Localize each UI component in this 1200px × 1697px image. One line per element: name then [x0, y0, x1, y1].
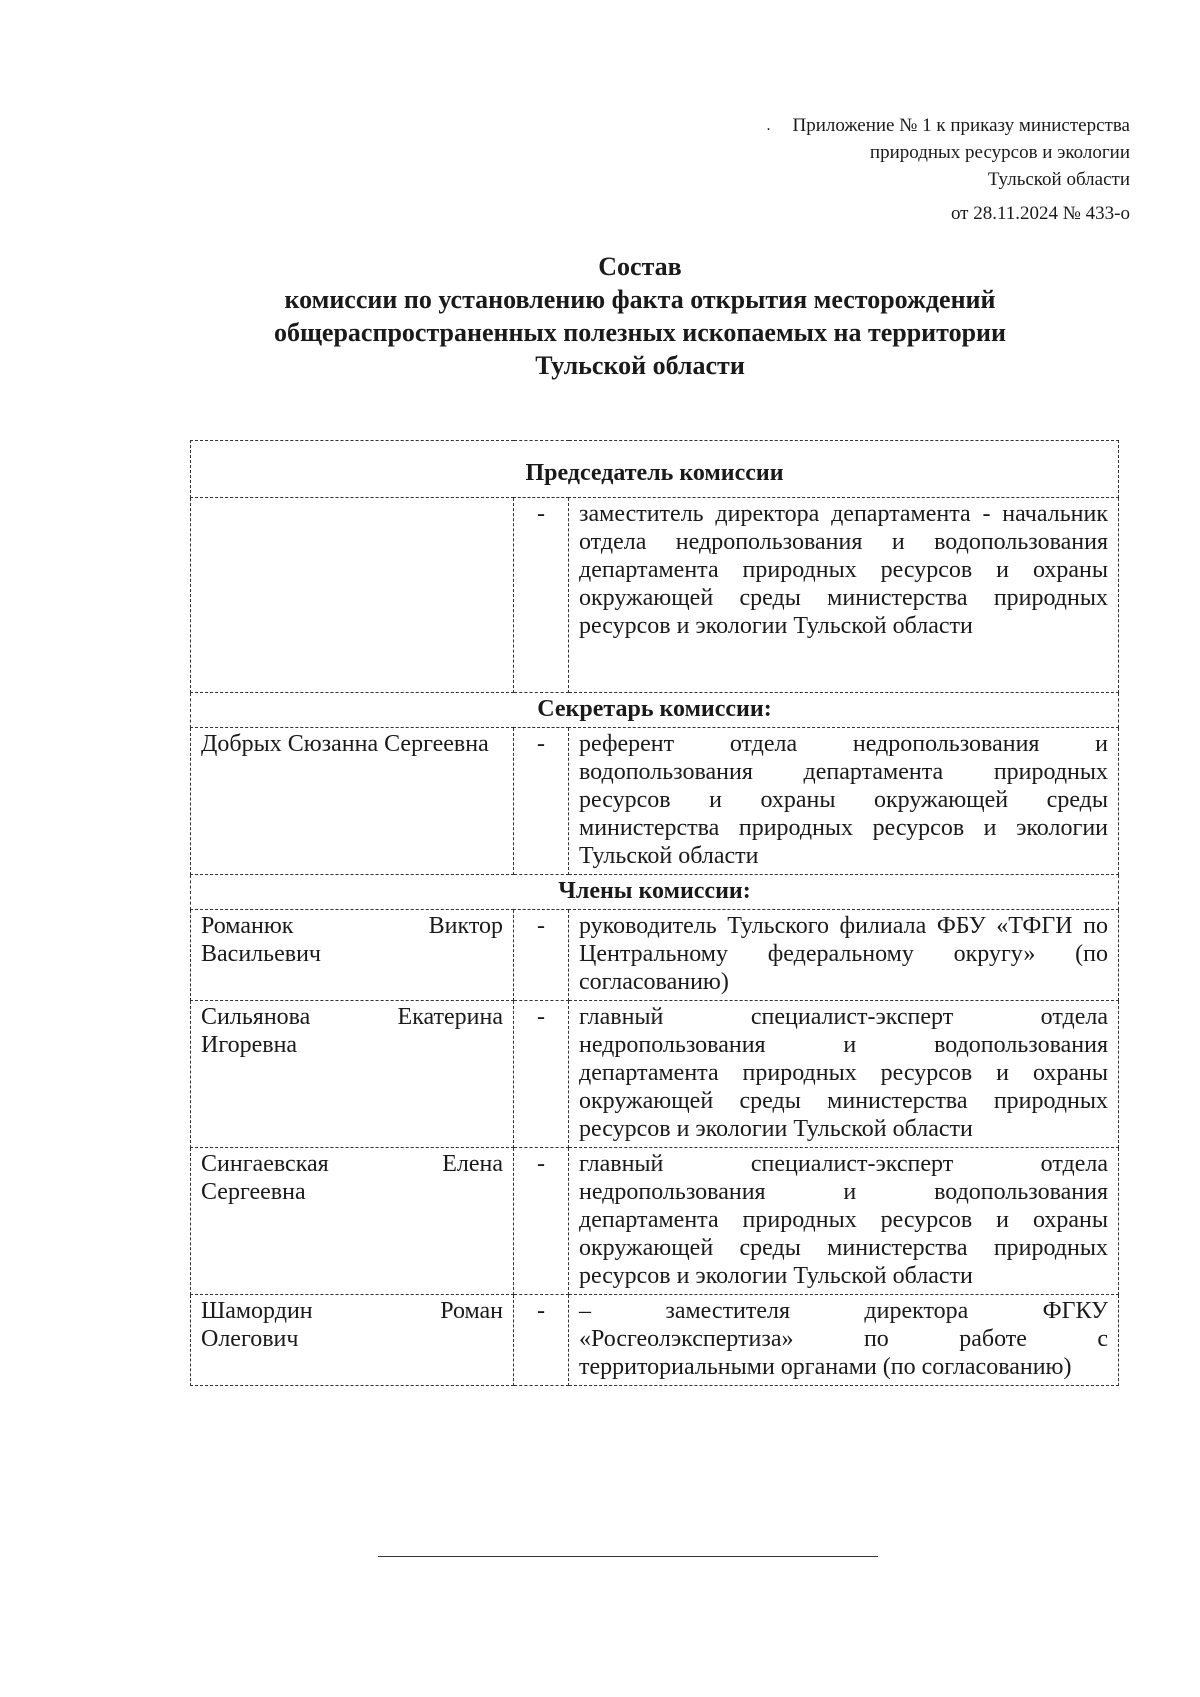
dash-separator: - [514, 910, 569, 1001]
table-row [191, 1001, 1119, 1148]
section-secretary-heading: Секретарь комиссии: [191, 693, 1119, 728]
section-chair-heading: Председатель комиссии [191, 441, 1119, 498]
title-line: общераспространенных полезных ископаемых на территории [273, 318, 1007, 347]
commission-table [190, 440, 1119, 1386]
table-row [191, 1295, 1119, 1386]
appendix-line: природных ресурсов и экологии [869, 142, 1130, 163]
member-patronymic: Васильевич [201, 941, 321, 967]
member-patronymic: Сергеевна [201, 1179, 306, 1205]
bullet-mark: . [766, 117, 771, 134]
member-surname: Романюк [201, 913, 294, 939]
bottom-divider [378, 1556, 878, 1557]
title-line: комиссии по установлению факта открытия месторождений [284, 285, 996, 314]
table-row [191, 910, 1119, 1001]
member-patronymic: Игоревна [201, 1032, 298, 1058]
dash-separator: - [514, 1148, 569, 1295]
member-surname: Сильянова [201, 1004, 311, 1030]
appendix-line: Приложение № 1 к приказу министерства [792, 115, 1130, 136]
appendix-line: Тульской области [987, 169, 1130, 190]
dash-separator: - [514, 1295, 569, 1386]
appendix-note [766, 112, 1131, 193]
member-first-name: Виктор [428, 913, 503, 939]
title-line: Тульской области [535, 351, 745, 380]
chair-role: заместитель директора департамента - начальник отдела недропользования и водопользования департамента природных ресурсов и охраны окружающей среды министерства природных ресурсов и экологии Тульской области [569, 498, 1119, 693]
secretary-role: референт отдела недропользования и водопользования департамента природных ресурсов и охраны окружающей среды министерства природных ресурсов и экологии Тульской области [569, 728, 1119, 875]
member-name [191, 1295, 514, 1386]
member-role: руководитель Тульского филиала ФБУ «ТФГИ по Центральному федеральному округу» (по согласованию) [569, 910, 1119, 1001]
title-line: Состав [598, 252, 682, 281]
order-date: от 28.11.2024 № 433-о [950, 203, 1130, 224]
member-surname: Сингаевская [201, 1151, 329, 1177]
table-row [191, 1148, 1119, 1295]
member-role: – заместителя директора ФГКУ «Росгеолэкспертиза» по работе с территориальными органами (по согласованию) [569, 1295, 1119, 1386]
member-first-name: Роман [440, 1298, 503, 1324]
section-members-heading: Члены комиссии: [191, 875, 1119, 910]
dash-separator: - [514, 1001, 569, 1148]
member-surname: Шамордин [201, 1298, 313, 1324]
table-row [191, 498, 1119, 693]
member-first-name: Елена [442, 1151, 503, 1177]
member-name [191, 1148, 514, 1295]
member-name [191, 1001, 514, 1148]
dash-separator: - [514, 728, 569, 875]
dash-separator: - [514, 498, 569, 693]
document-title [0, 250, 1200, 382]
secretary-name: Добрых Сюзанна Сергеевна [191, 728, 514, 875]
member-name [191, 910, 514, 1001]
member-role: главный специалист-эксперт отдела недропользования и водопользования департамента природных ресурсов и охраны окружающей среды министерства природных ресурсов и экологии Тульской области [569, 1148, 1119, 1295]
member-first-name: Екатерина [397, 1004, 503, 1030]
member-role: главный специалист-эксперт отдела недропользования и водопользования департамента природных ресурсов и охраны окружающей среды министерства природных ресурсов и экологии Тульской области [569, 1001, 1119, 1148]
member-patronymic: Олегович [201, 1326, 299, 1352]
table-row [191, 728, 1119, 875]
chair-name [191, 498, 514, 693]
